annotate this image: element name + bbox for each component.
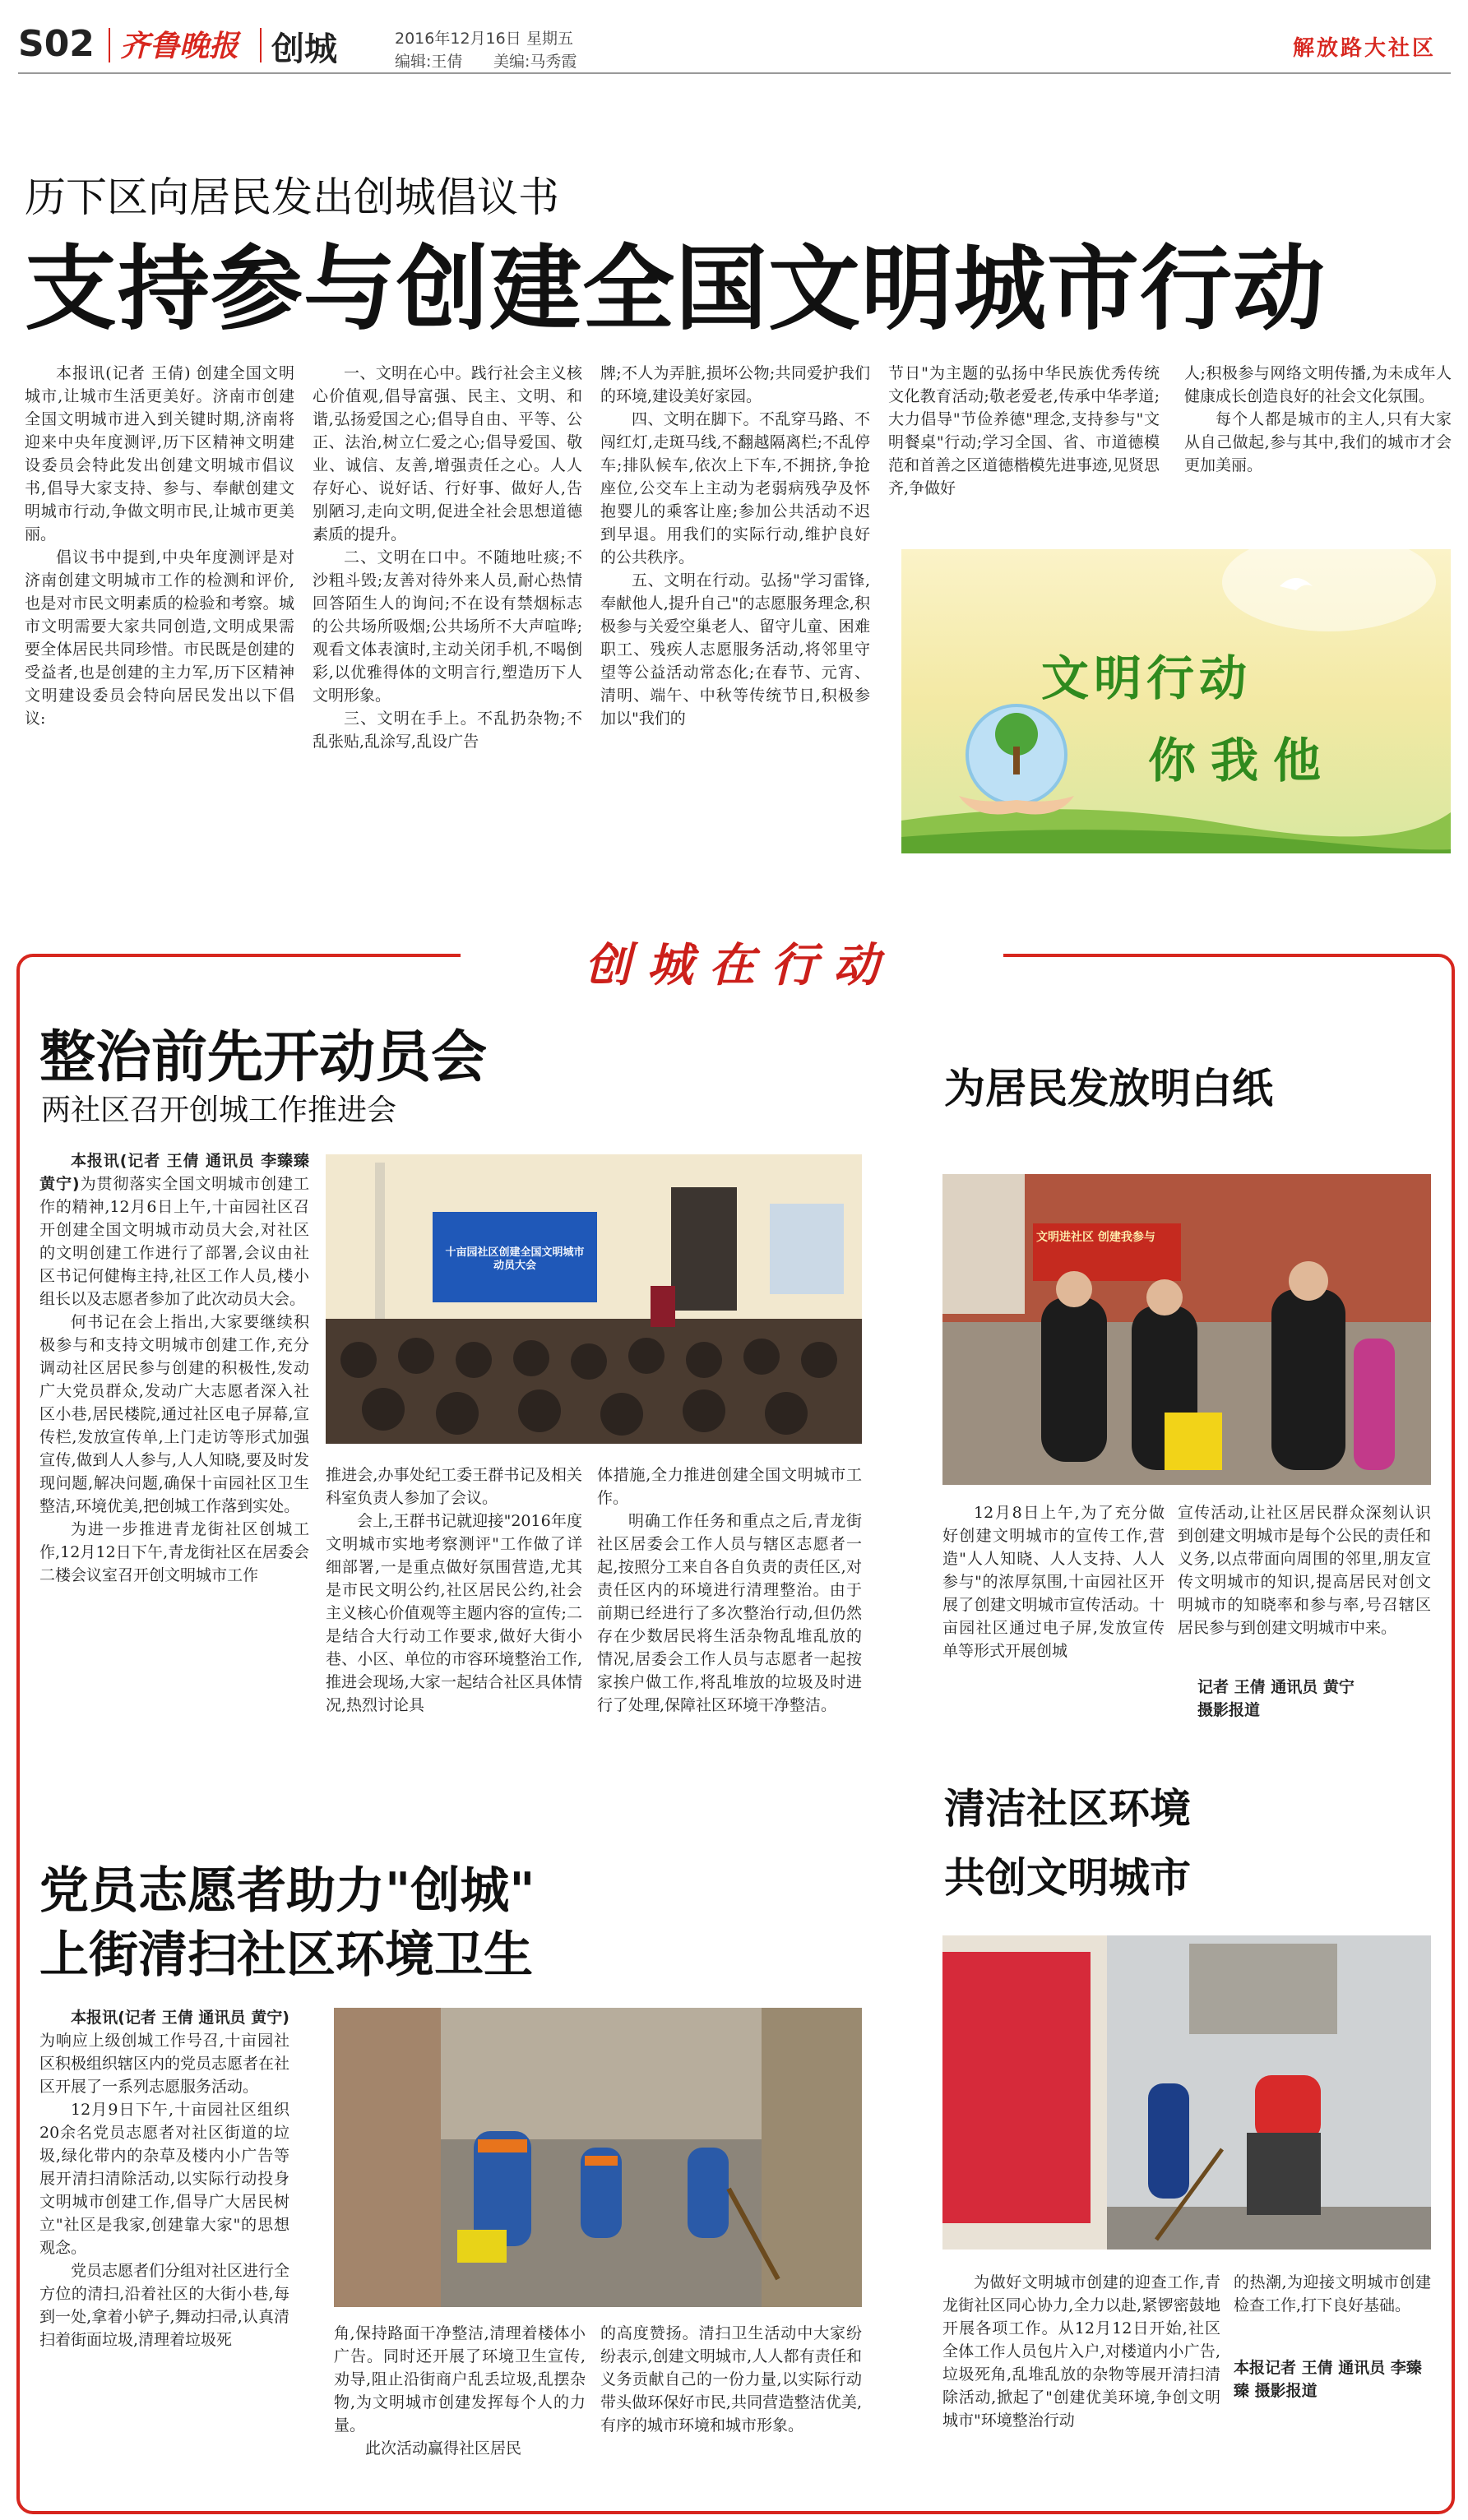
story1-paragraph-1-text: 为贯彻落实全国文明城市创建工作的精神,12月6日上午,十亩园社区召开创建全国文明城市动员大会,对社区的文明创建工作进行了部署,会议由社区书记何健梅主持,社区工作人员,楼小组长以及志愿者参加了此次动员大会。 bbox=[39, 1175, 309, 1308]
lead-column-1 bbox=[25, 362, 294, 863]
story4-headline-line-1: 清洁社区环境 bbox=[944, 1785, 1191, 1833]
story3-column-2 bbox=[334, 2322, 586, 2495]
story4-paragraph-2: 的热潮,为迎接文明城市创建检查工作,打下良好基础。 bbox=[1234, 2273, 1431, 2314]
sweeping-photo bbox=[334, 2008, 862, 2307]
cleaning-photo-art bbox=[942, 1935, 1431, 2250]
issue-weekday: 星期五 bbox=[526, 30, 574, 48]
story1-paragraph-3: 为进一步推进青龙街社区创城工作,12月12日下午,青龙街社区在居委会二楼会议室召开创文明城市工作 bbox=[39, 1520, 309, 1584]
sweeping-photo-art bbox=[334, 2008, 862, 2307]
lead-paragraph-10: 人;积极参与网络文明传播,为未成年人健康成长创造良好的社会文化氛围。 bbox=[1184, 364, 1452, 405]
paper-name-logo: 齐鲁晚报 bbox=[120, 29, 239, 63]
story3-paragraph-5: 此次活动赢得社区居民 bbox=[365, 2439, 522, 2458]
header-divider bbox=[109, 28, 110, 62]
lead-paragraph-5: 三、文明在手上。不乱扔杂物;不乱张贴,乱涂写,乱设广告 bbox=[313, 710, 582, 751]
cleaning-photo bbox=[942, 1935, 1431, 2250]
story4-credit-line-1: 本报记者 王倩 通讯员 李臻臻 摄影报道 bbox=[1234, 2359, 1422, 2400]
story3-paragraph-1-text: 为响应上级创城工作号召,十亩园社区积极组织辖区内的党员志愿者在社区开展了一系列志愿服务活动。 bbox=[39, 2032, 289, 2096]
story3-paragraph-6: 的高度赞扬。清扫卫生活动中大家纷纷表示,创建文明城市,人人都有责任和义务贡献自己的一份力量,以实际行动带头做环保好市民,共同营造整洁优美,有序的城市环境和城市形象。 bbox=[600, 2324, 862, 2434]
lead-column-4 bbox=[888, 362, 1160, 547]
meeting-photo-art bbox=[326, 1154, 862, 1444]
story3-headline-line-2: 上街清扫社区环境卫生 bbox=[39, 1926, 533, 1984]
story1-column-1 bbox=[39, 1149, 309, 1840]
story3-column-1 bbox=[39, 2006, 289, 2491]
story3-byline: 本报讯(记者 王倩 通讯员 黄宁) bbox=[71, 2009, 289, 2027]
story3-column-3 bbox=[600, 2322, 862, 2495]
section-banner: 创 城 在 行 动 bbox=[585, 939, 879, 992]
lead-paragraph-9: 节日"为主题的弘扬中华民族优秀传统文化教育活动;敬老爱老,传承中华孝道;大力倡导"节俭养德"理念,支持参与"文明餐桌"行动;学习全国、省、市道德模范和首善之区道德楷模先进事迹,见贤思齐,争做好 bbox=[888, 364, 1160, 497]
story4-paragraph-1: 为做好文明城市创建的迎查工作,青龙街社区同心协力,全力以赴,紧锣密鼓地开展各项工作。从12月12日开始,社区全体工作人员包片入户,对楼道内小广告,垃圾死角,乱堆乱放的杂物等展开清扫清除活动,掀起了"创建优美环境,争创文明城市"环境整治行动 bbox=[942, 2273, 1220, 2430]
story1-byline: 本报讯(记者 王倩 通讯员 李臻臻 黄宁) bbox=[39, 1152, 309, 1193]
lead-paragraph-11: 每个人都是城市的主人,只有大家从自己做起,参与其中,我们的城市才会更加美丽。 bbox=[1184, 410, 1452, 474]
editor-credit: 编辑:王倩 bbox=[395, 53, 463, 71]
illustration-line-2: 你我他 bbox=[1148, 733, 1336, 788]
lead-headline: 支持参与创建全国文明城市行动 bbox=[25, 236, 1326, 343]
illustration-line-1: 文明行动 bbox=[1041, 650, 1253, 706]
story4-column-1 bbox=[942, 2271, 1220, 2493]
story2-paragraph-1: 12月8日上午,为了充分做好创建文明城市的宣传工作,营造"人人知晓、人人支持、人人参与"的浓厚氛围,十亩园社区开展了创建文明城市宣传活动。十亩园社区通过电子屏,发放宣传单等形式开展创城 bbox=[942, 1504, 1165, 1660]
story3-paragraph-4: 角,保持路面干净整洁,清理着楼体小广告。同时还开展了环境卫生宣传,劝导,阻止沿街商户乱丢垃圾,乱摆杂物,为文明城市创建发挥每个人的力量。 bbox=[334, 2324, 586, 2434]
story1-column-3 bbox=[597, 1463, 862, 1842]
community-tag: 解放路大社区 bbox=[1293, 36, 1437, 61]
story4-headline-line-2: 共创文明城市 bbox=[944, 1854, 1191, 1902]
header-divider-2 bbox=[260, 28, 262, 62]
header-rule bbox=[18, 72, 1451, 74]
story2-column-2 bbox=[1178, 1501, 1431, 1674]
lead-paragraph-7: 四、文明在脚下。不乱穿马路、不闯红灯,走斑马线,不翻越隔离栏;不乱停车;排队候车,依次上下车,不拥挤,争抢座位,公交车上主动为老弱病残孕及怀抱婴儿的乘客让座;参加公共活动不迟到早退。用我们的实际行动,维护良好的公共秩序。 bbox=[600, 410, 870, 566]
section-name: 创城 bbox=[271, 30, 337, 68]
story2-paragraph-2: 宣传活动,让社区居民群众深刻认识到创建文明城市是每个公民的责任和义务,以点带面向周围的邻里,朋友宣传文明城市的知识,提高居民对创文明城市的知晓率和参与率,号召辖区居民参与到创建文明城市中来。 bbox=[1178, 1504, 1431, 1637]
lead-column-5 bbox=[1184, 362, 1452, 547]
story1-paragraph-2: 何书记在会上指出,大家要继续积极参与和支持文明城市创建工作,充分调动社区居民参与创建的积极性,发动广大党员群众,发动广大志愿者深入社区小巷,居民楼院,通过社区电子屏幕,宣传栏,发放宣传单,上门走访等形式加强宣传,做到人人参与,人人知晓,要及时发现问题,解决问题,确保十亩园社区卫生整洁,环境优美,把创城工作落到实处。 bbox=[39, 1313, 309, 1515]
story2-headline: 为居民发放明白纸 bbox=[944, 1065, 1273, 1112]
story1-column-2 bbox=[326, 1463, 582, 1842]
lead-paragraph-2: 倡议书中提到,中央年度测评是对济南创建文明城市工作的检测和评价,也是对市民文明素质的检验和考察。城市文明需要大家共同创造,文明成果需要全体居民共同珍惜。市民既是创建的受益者,也是创建的主力军,历下区精神文明建设委员会特向居民发出以下倡议: bbox=[25, 548, 294, 728]
meeting-slide-title: 十亩园社区创建全国文明城市动员大会 bbox=[445, 1246, 585, 1272]
story3-paragraph-1 bbox=[39, 2006, 289, 2098]
story3-paragraph-3: 党员志愿者们分组对社区进行全方位的清扫,沿着社区的大街小巷,每到一处,拿着小铲子,舞动扫帚,认真清扫着街面垃圾,清理着垃圾死 bbox=[39, 2262, 289, 2349]
story1-paragraph-5: 会上,王群书记就迎接"2016年度文明城市实地考察测评"工作做了详细部署,一是重点做好氛围营造,尤其是市民文明公约,社区居民公约,社会主义核心价值观等主题内容的宣传;二是结合大行动工作要求,做好大街小巷、小区、单位的市容环境整治工作,推进会现场,大家一起结合社区具体情况,热烈讨论具 bbox=[326, 1512, 582, 1714]
story2-credit-line-2: 摄影报道 bbox=[1197, 1701, 1261, 1719]
story1-headline: 整治前先开动员会 bbox=[39, 1025, 488, 1090]
lead-kicker: 历下区向居民发出创城倡议书 bbox=[25, 173, 559, 221]
story2-credit-line-1: 记者 王倩 通讯员 黄宁 bbox=[1197, 1678, 1355, 1696]
leaflet-photo bbox=[942, 1174, 1431, 1485]
lead-column-3 bbox=[600, 362, 870, 863]
lead-paragraph-6: 牌;不人为弄脏,损坏公物;共同爱护我们的环境,建设美好家园。 bbox=[600, 364, 870, 405]
story1-subhead: 两社区召开创城工作推进会 bbox=[41, 1094, 397, 1127]
story3-paragraph-2: 12月9日下午,十亩园社区组织20余名党员志愿者对社区街道的垃圾,绿化带内的杂草及楼内小广告等展开清扫清除活动,以实际行动投身文明城市创建工作,倡导广大居民树立"社区是我家,创建靠大家"的思想观念。 bbox=[39, 2101, 289, 2257]
story2-column-1 bbox=[942, 1501, 1165, 1748]
story2-credit bbox=[1197, 1676, 1436, 1722]
leaflet-photo-sign: 文明进社区 创建我参与 bbox=[1036, 1231, 1155, 1244]
story1-paragraph-1 bbox=[39, 1149, 309, 1311]
lead-paragraph-8: 五、文明在行动。弘扬"学习雷锋,奉献他人,提升自己"的志愿服务理念,积极参与关爱空巢老人、留守儿童、困难职工、残疾人志愿服务活动,将邻里守望等公益活动常态化;在春节、元宵、清明、端午、中秋等传统节日,积极参加以"我们的 bbox=[600, 571, 870, 728]
issue-date: 2016年12月16日 bbox=[395, 30, 521, 48]
page-number: S02 bbox=[18, 23, 95, 65]
story1-paragraph-4: 推进会,办事处纪工委王群书记及相关科室负责人参加了会议。 bbox=[326, 1466, 582, 1507]
meeting-photo bbox=[326, 1154, 862, 1444]
lead-paragraph-1: 本报讯(记者 王倩) 创建全国文明城市,让城市生活更美好。济南市创建全国文明城市进入到关键时期,济南将迎来中央年度测评,历下区精神文明建设委员会特此发出创建文明城市倡议书,倡导大家支持、参与、奉献创建文明城市行动,争做文明市民,让城市更美丽。 bbox=[25, 364, 294, 543]
story4-credit bbox=[1234, 2356, 1431, 2402]
civilization-illustration bbox=[901, 549, 1451, 853]
story4-column-2 bbox=[1234, 2271, 1431, 2353]
lead-column-2 bbox=[313, 362, 582, 863]
story3-headline-line-1: 党员志愿者助力"创城" bbox=[39, 1862, 535, 1920]
story1-paragraph-6: 体措施,全力推进创建全国文明城市工作。 bbox=[597, 1466, 862, 1507]
lead-paragraph-4: 二、文明在口中。不随地吐痰;不沙粗斗毁;友善对待外来人员,耐心热情回答陌生人的询问;不在设有禁烟标志的公共场所吸烟;公共场所不大声喧哗;观看文体表演时,主动关闭手机,不喝倒彩,以优雅得体的文明言行,塑造历下人文明形象。 bbox=[313, 548, 582, 705]
story1-paragraph-7: 明确工作任务和重点之后,青龙街社区居委会工作人员与辖区志愿者一起,按照分工来自各自负责的责任区,对责任区内的环境进行清理整治。由于前期已经进行了多次整治行动,但仍然存在少数居民将生活杂物乱堆乱放的情况,居委会工作人员与志愿者一起按家挨户做工作,将乱堆放的垃圾及时进行了处理,保障社区环境干净整洁。 bbox=[597, 1512, 862, 1714]
designer-credit: 美编:马秀霞 bbox=[493, 53, 577, 71]
leaflet-photo-art bbox=[942, 1174, 1431, 1485]
lead-paragraph-3: 一、文明在心中。践行社会主义核心价值观,倡导富强、民主、文明、和谐,弘扬爱国之心;倡导自由、平等、公正、法治,树立仁爱之心;倡导爱国、敬业、诚信、友善,增强责任之心。人人存好心、说好话、行好事、做好人,告别陋习,走向文明,促进全社会思想道德素质的提升。 bbox=[313, 364, 582, 543]
